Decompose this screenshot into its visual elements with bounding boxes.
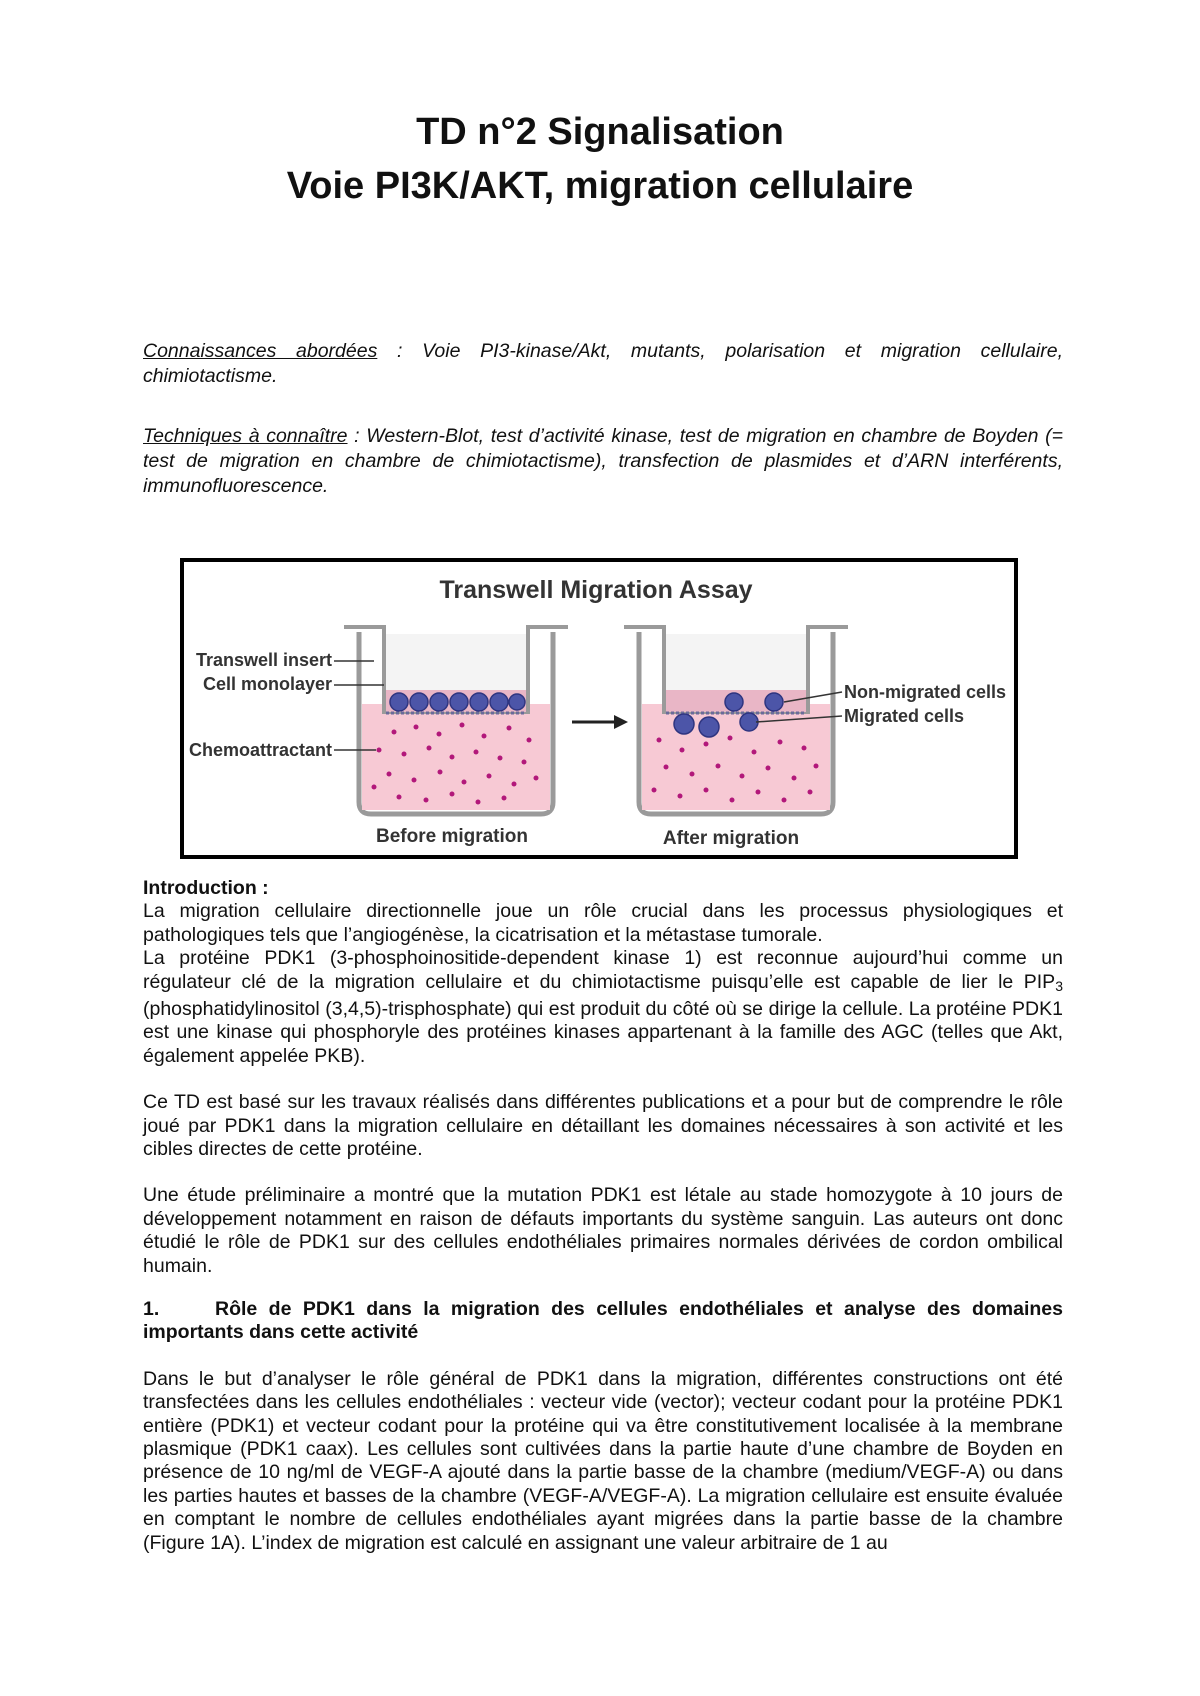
figure-title: Transwell Migration Assay bbox=[439, 576, 753, 604]
introduction-heading: Introduction : bbox=[143, 877, 269, 899]
after-well bbox=[624, 627, 848, 814]
page-title: TD n°2 Signalisation bbox=[416, 111, 784, 153]
page-subtitle: Voie PI3K/AKT, migration cellulaire bbox=[286, 165, 914, 207]
introduction-section bbox=[143, 877, 1063, 1278]
caption-after: After migration bbox=[662, 828, 800, 849]
section-1-paragraph: Dans le but d’analyser le rôle général de PDK1 dans la migration, différentes constructions ont été transfectées dans les cellules endothéliales : vecteur vide (vector); vecteur codant pour la protéine PDK1 entière (PDK1) et vecteur codant pour la protéine qui va être constitutivement localisée à la membrane plasmique (PDK1 caax). Les cellules sont cultivées dans la partie haute d’une chambre de Boyden en présence de 10 ng/ml de VEGF-A ajouté dans la partie basse de la chambre (medium/VEGF-A) ou dans les parties hautes et basses de la chambre (VEGF-A/VEGF-A). La migration cellulaire est ensuite évaluée en comptant le nombre de cellules endothéliales ayant migrées dans la partie basse de la chambre (Figure 1A). L’index de migration est calculé en assignant une valeur arbitraire de 1 au bbox=[143, 1367, 1063, 1554]
section-1 bbox=[143, 1298, 1063, 1555]
knowledge-paragraph bbox=[143, 339, 1063, 389]
knowledge-label: Connaissances abordées bbox=[143, 340, 378, 362]
techniques-paragraph bbox=[143, 424, 1063, 499]
intro-paragraph-4: Une étude préliminaire a montré que la mutation PDK1 est létale au stade homozygote à 10 jours de développement notamment en raison de défauts importants du système sanguin. Las auteurs ont donc étudié le rôle de PDK1 sur des cellules endothéliales primaires normales dérivées de cordon ombilical humain. bbox=[143, 1184, 1063, 1277]
techniques-text: : Western-Blot, test d’activité kinase, test de migration en chambre de Boyden (= test de migration en chambre de chimiotactisme), transfection de plasmides et d’ARN interférents, immunofluorescence. bbox=[143, 425, 1064, 497]
knowledge-text: : Voie PI3-kinase/Akt, mutants, polarisation et migration cellulaire, chimiotactisme. bbox=[143, 340, 1063, 387]
label-non-migrated: Non-migrated cells bbox=[844, 682, 1007, 702]
before-well bbox=[344, 627, 568, 814]
caption-before: Before migration bbox=[375, 826, 529, 847]
intro-paragraph-2: La protéine PDK1 (3-phosphoinositide-dependent kinase 1) est reconnue aujourd’hui comme un régulateur clé de la migration cellulaire et du chimiotactisme puisqu’elle est capable de lier le $PIP_3$ (phosphatidylinositol (3,4,5)-trisphosphate) qui est produit du côté où se dirige la cellule. La protéine PDK1 est une kinase qui phosphoryle des protéines kinases appartenant à la famille des AGC (telles que Akt, également appelée PKB). bbox=[143, 947, 1063, 1067]
label-transwell-insert: Transwell insert bbox=[195, 650, 332, 670]
label-chemoattractant: Chemoattractant bbox=[188, 740, 332, 760]
label-cell-monolayer: Cell monolayer bbox=[202, 674, 332, 694]
transwell-figure bbox=[180, 558, 1018, 859]
techniques-label: Techniques à connaître bbox=[143, 425, 348, 447]
section-1-heading: 1. Rôle de PDK1 dans la migration des cellules endothéliales et analyse des domaines importants dans cette activité bbox=[143, 1298, 1063, 1344]
arrow-icon bbox=[572, 715, 628, 729]
intro-paragraph-1: La migration cellulaire directionnelle joue un rôle crucial dans les processus physiologiques et pathologiques tels que l’angiogénèse, la cicatrisation et la métastase tumorale. bbox=[143, 900, 1063, 946]
intro-paragraph-3: Ce TD est basé sur les travaux réalisés dans différentes publications et a pour but de comprendre le rôle joué par PDK1 dans la migration cellulaire en détaillant les domaines nécessaires à son activité et les cibles directes de cette protéine. bbox=[143, 1091, 1063, 1161]
label-migrated: Migrated cells bbox=[844, 706, 965, 726]
